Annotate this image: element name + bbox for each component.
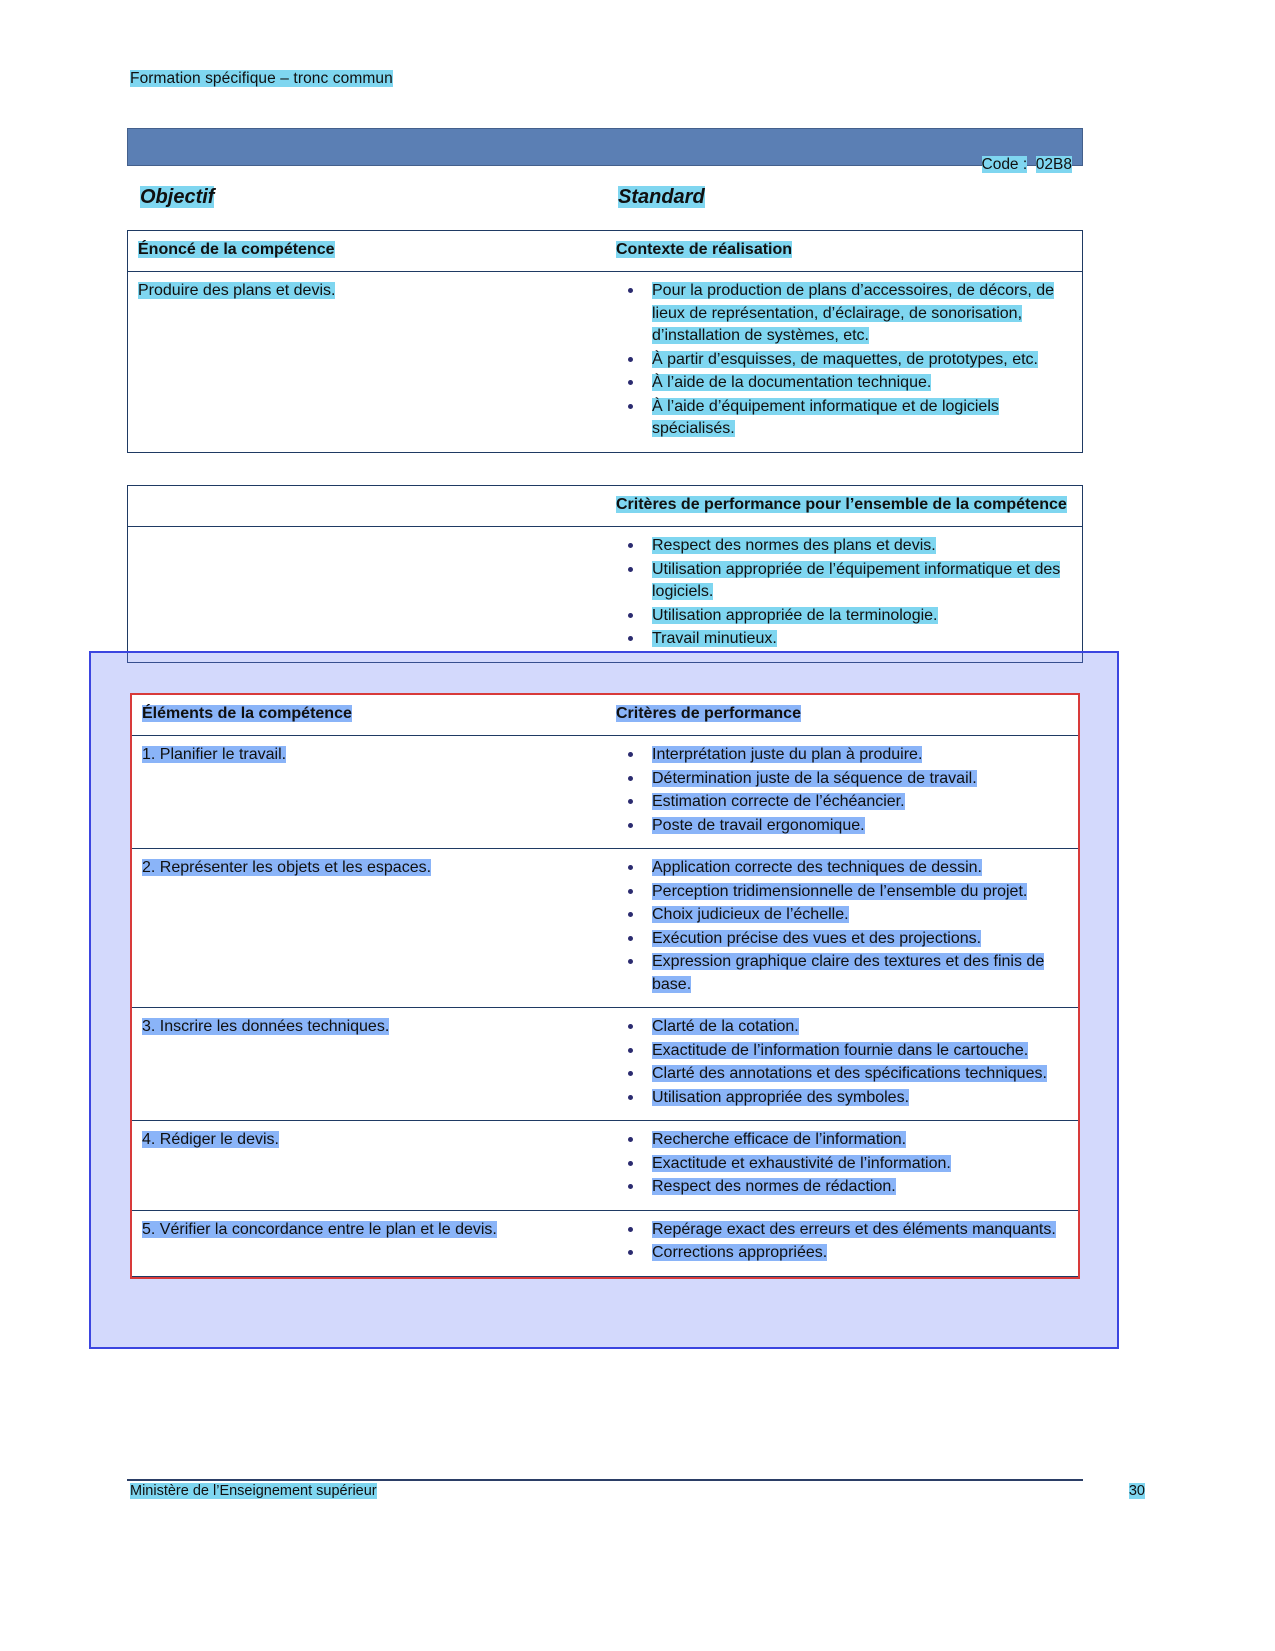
table-row xyxy=(132,849,1078,1008)
list-item: Interprétation juste du plan à produire. xyxy=(616,744,1068,767)
cell-contexte-header xyxy=(610,231,1082,271)
cell-empty xyxy=(128,486,610,526)
table-criteres-ensemble xyxy=(127,485,1083,663)
criteres-list xyxy=(616,857,1068,996)
bullet-icon xyxy=(628,1227,633,1232)
criteres-header-label: Critères de performance xyxy=(616,705,801,722)
bullet-icon xyxy=(628,636,633,641)
list-item: Expression graphique claire des textures et des finis de base. xyxy=(616,951,1068,996)
table-row xyxy=(132,1121,1078,1211)
list-item: Poste de travail ergonomique. xyxy=(616,815,1068,838)
bullet-icon xyxy=(628,380,633,385)
list-item: Travail minutieux. xyxy=(616,628,1072,651)
table-row-header xyxy=(132,695,1078,736)
bullet-icon xyxy=(628,1184,633,1189)
objectif-standard-headings xyxy=(140,186,1085,210)
criteres-list xyxy=(616,1016,1068,1109)
list-item: Exactitude et exhaustivité de l’information. xyxy=(616,1153,1068,1176)
bullet-icon xyxy=(628,752,633,757)
elements-header-label: Éléments de la compétence xyxy=(142,705,352,722)
cell-criteres xyxy=(610,736,1078,848)
breadcrumb-label: Formation spécifique – tronc commun xyxy=(130,70,393,87)
objectif-label: Objectif xyxy=(140,186,215,208)
cell-criteres-ensemble-body xyxy=(610,527,1082,662)
list-item: Pour la production de plans d’accessoires, de décors, de lieux de représentation, d’éclairage, de sonorisation, d’installation de systèmes, etc. xyxy=(616,280,1072,348)
bullet-icon xyxy=(628,959,633,964)
list-item: Utilisation appropriée des symboles. xyxy=(616,1087,1068,1110)
page-number-label: 30 xyxy=(1128,1483,1145,1499)
cell-empty xyxy=(128,527,610,662)
list-item: Recherche efficace de l’information. xyxy=(616,1129,1068,1152)
bullet-icon xyxy=(628,288,633,293)
list-item: À partir d’esquisses, de maquettes, de prototypes, etc. xyxy=(616,349,1072,372)
enonce-text: Produire des plans et devis. xyxy=(138,282,336,299)
table-objectif xyxy=(127,230,1083,453)
list-item: Repérage exact des erreurs et des éléments manquants. xyxy=(616,1219,1068,1242)
cell-criteres-header xyxy=(610,695,1078,735)
standard-label: Standard xyxy=(618,186,705,208)
bullet-icon xyxy=(628,799,633,804)
footer-divider xyxy=(127,1479,1083,1481)
list-item: Choix judicieux de l’échelle. xyxy=(616,904,1068,927)
cell-contexte-body xyxy=(610,272,1082,452)
list-item: Respect des normes des plans et devis. xyxy=(616,535,1072,558)
footer-label: Ministère de l’Enseignement supérieur xyxy=(130,1483,377,1499)
bullet-icon xyxy=(628,865,633,870)
cell-criteres xyxy=(610,1211,1078,1276)
list-item: Exactitude de l’information fournie dans le cartouche. xyxy=(616,1040,1068,1063)
footer-text xyxy=(130,1483,377,1499)
bullet-icon xyxy=(628,823,633,828)
bullet-icon xyxy=(628,543,633,548)
bullet-icon xyxy=(628,1095,633,1100)
list-item: Perception tridimensionnelle de l’ensemble du projet. xyxy=(616,881,1068,904)
list-item: Clarté des annotations et des spécifications techniques. xyxy=(616,1063,1068,1086)
table-row xyxy=(132,1211,1078,1277)
cell-enonce-body xyxy=(128,272,610,452)
list-item: Détermination juste de la séquence de travail. xyxy=(616,768,1068,791)
page-number xyxy=(1129,1483,1145,1499)
cell-criteres xyxy=(610,1121,1078,1210)
contexte-list xyxy=(616,280,1072,441)
list-item: Estimation correcte de l’échéancier. xyxy=(616,791,1068,814)
list-item: Application correcte des techniques de dessin. xyxy=(616,857,1068,880)
table-row xyxy=(132,736,1078,849)
bullet-icon xyxy=(628,936,633,941)
criteres-ensemble-header-label: Critères de performance pour l’ensemble de la compétence xyxy=(616,496,1067,513)
code-value: 02B8 xyxy=(1035,156,1072,173)
list-item: À l’aide d’équipement informatique et de logiciels spécialisés. xyxy=(616,396,1072,441)
list-item: Clarté de la cotation. xyxy=(616,1016,1068,1039)
bullet-icon xyxy=(628,889,633,894)
cell-element: 4. Rédiger le devis. xyxy=(142,1131,279,1148)
breadcrumb xyxy=(130,70,393,88)
bullet-icon xyxy=(628,1161,633,1166)
bullet-icon xyxy=(628,1024,633,1029)
bullet-icon xyxy=(628,404,633,409)
cell-element: 5. Vérifier la concordance entre le plan et le devis. xyxy=(142,1220,497,1238)
cell-element: 1. Planifier le travail. xyxy=(142,746,287,763)
list-item: Corrections appropriées. xyxy=(616,1242,1068,1265)
list-item: Exécution précise des vues et des projections. xyxy=(616,928,1068,951)
code-bar xyxy=(127,128,1083,173)
table-row-header xyxy=(128,231,1082,272)
bullet-icon xyxy=(628,912,633,917)
code-label: Code : xyxy=(981,156,1028,173)
cell-criteres xyxy=(610,849,1078,1007)
criteres-list xyxy=(616,744,1068,837)
bullet-icon xyxy=(628,1048,633,1053)
cell-elements-header xyxy=(132,695,610,735)
contexte-header-label: Contexte de réalisation xyxy=(616,241,793,258)
bullet-icon xyxy=(628,1071,633,1076)
criteres-ensemble-list xyxy=(616,535,1072,651)
cell-element: 3. Inscrire les données techniques. xyxy=(142,1018,390,1035)
list-item: Respect des normes de rédaction. xyxy=(616,1176,1068,1199)
bullet-icon xyxy=(628,1137,633,1142)
enonce-header-label: Énoncé de la compétence xyxy=(138,241,335,258)
criteres-list xyxy=(616,1219,1068,1265)
table-row-header xyxy=(128,486,1082,527)
objectif-heading xyxy=(140,186,214,209)
table-row xyxy=(128,272,1082,452)
table-elements-competence xyxy=(130,693,1080,1279)
cell-criteres-ensemble-header xyxy=(610,486,1082,526)
table-row xyxy=(132,1008,1078,1121)
bullet-icon xyxy=(628,357,633,362)
list-item: Utilisation appropriée de la terminologie. xyxy=(616,605,1072,628)
list-item: À l’aide de la documentation technique. xyxy=(616,372,1072,395)
table-row xyxy=(128,527,1082,662)
cell-enonce-header xyxy=(128,231,610,271)
criteres-list xyxy=(616,1129,1068,1199)
cell-criteres xyxy=(610,1008,1078,1120)
cell-element: 2. Représenter les objets et les espaces. xyxy=(142,859,432,876)
list-item: Utilisation appropriée de l’équipement informatique et des logiciels. xyxy=(616,559,1072,604)
bullet-icon xyxy=(628,1250,633,1255)
bullet-icon xyxy=(628,776,633,781)
code-text xyxy=(956,138,1072,192)
standard-heading xyxy=(618,186,705,209)
bullet-icon xyxy=(628,613,633,618)
bullet-icon xyxy=(628,567,633,572)
